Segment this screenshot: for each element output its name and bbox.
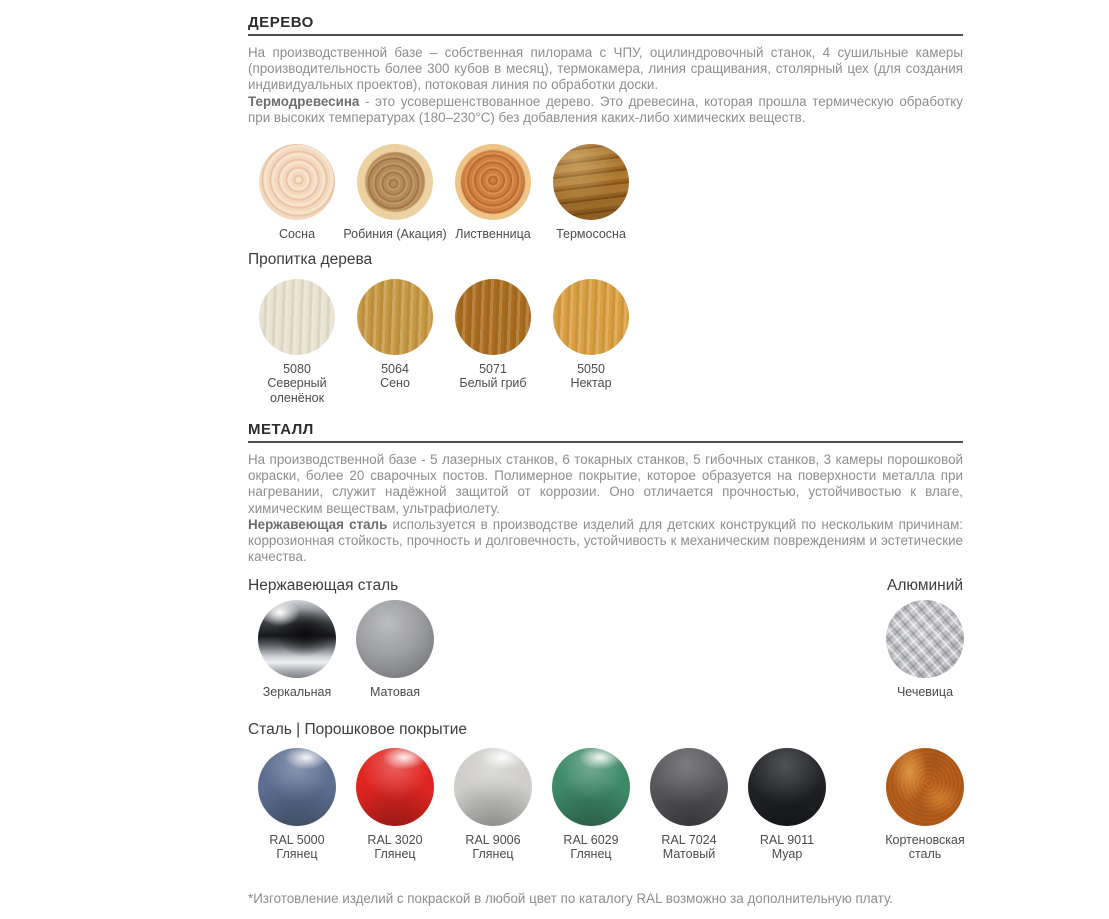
ral-6029-label bbox=[563, 833, 618, 862]
ral-5000-swatch bbox=[248, 748, 346, 862]
ral-code: RAL 9006 bbox=[465, 832, 521, 847]
powder-coating-row bbox=[248, 748, 963, 862]
wood-section bbox=[248, 14, 963, 405]
pine-swatch-image bbox=[259, 144, 335, 220]
impregnation-swatch-5050 bbox=[542, 279, 640, 406]
aluminum-swatch bbox=[876, 600, 974, 700]
color-5071-label bbox=[449, 362, 537, 391]
ral-3020-label bbox=[367, 833, 422, 862]
color-5064-label bbox=[351, 362, 439, 391]
aluminum-title-box bbox=[876, 577, 974, 595]
wood-swatch-larch bbox=[444, 144, 542, 242]
color-code: 5050 bbox=[577, 361, 605, 376]
impregnation-swatch-5071 bbox=[444, 279, 542, 406]
ral-code: RAL 6029 bbox=[563, 832, 619, 847]
ral-7024-swatch bbox=[640, 748, 738, 862]
color-name: Белый гриб bbox=[459, 376, 527, 391]
wood-swatch-thermopine bbox=[542, 144, 640, 242]
metal-paragraph-1: На производственной базе - 5 лазерных станков, 6 токарных станков, 5 гибочных станков, 3 камеры порошковой окраски, более 20 сварочных постов. Полимерное покрытие, которое образуется на поверхности металла при нагревании, служит надёжной защитой от коррозии. Оно отличается прочностью, устойчивостью к влаге, химическим веществам, ультрафиолету. bbox=[248, 452, 963, 516]
stainless-matte-swatch bbox=[346, 600, 444, 700]
corten-steel-label: Кортеновская сталь bbox=[885, 832, 965, 862]
impregnation-swatch-5080 bbox=[248, 279, 346, 406]
ral-code: RAL 7024 bbox=[661, 832, 717, 847]
corten-steel-image bbox=[886, 748, 964, 826]
ral-code: RAL 3020 bbox=[367, 832, 423, 847]
aluminum-diamond-plate-image bbox=[886, 600, 964, 678]
wood-description bbox=[248, 45, 963, 126]
ral-finish: Матовый bbox=[662, 847, 716, 862]
ral-3020-sphere-image bbox=[356, 748, 434, 826]
ral-9011-swatch bbox=[738, 748, 836, 862]
metal-description bbox=[248, 452, 963, 565]
metal-section-title: МЕТАЛЛ bbox=[248, 421, 314, 439]
mirror-steel-label: Зеркальная bbox=[262, 685, 332, 700]
ral-9006-label bbox=[465, 833, 520, 862]
metal-section bbox=[248, 421, 963, 906]
ral-code: RAL 9011 bbox=[759, 832, 815, 847]
impregnation-row bbox=[248, 279, 963, 406]
ral-footnote: *Изготовление изделий с покраской в любой цвет по каталогу RAL возможно за дополнительную плату. bbox=[248, 890, 894, 906]
color-code: 5080 bbox=[283, 361, 311, 376]
thermopine-swatch-image bbox=[553, 144, 629, 220]
wood-section-divider bbox=[248, 34, 963, 36]
thermopine-label: Термососна bbox=[556, 227, 626, 242]
powder-coating-band bbox=[248, 721, 963, 862]
stainless-text: используется в производстве изделий для детских конструкций по нескольким причинам: коррозионная стойкость, прочность и долговечность, устойчивость к механическим повреждениям и эстетические качества. bbox=[248, 516, 963, 565]
aluminum-title: Алюминий bbox=[886, 577, 964, 595]
wood-swatch-pine bbox=[248, 144, 346, 242]
ral-6029-sphere-image bbox=[552, 748, 630, 826]
color-5071-swatch bbox=[455, 279, 531, 355]
robinia-swatch-image bbox=[357, 144, 433, 220]
stainless-lead: Нержавеющая сталь bbox=[248, 516, 388, 532]
ral-3020-swatch bbox=[346, 748, 444, 862]
ral-finish: Глянец bbox=[374, 847, 416, 862]
color-code: 5071 bbox=[479, 361, 507, 376]
ral-9011-sphere-image bbox=[748, 748, 826, 826]
ral-9011-label bbox=[760, 833, 814, 862]
color-5050-label bbox=[547, 362, 635, 391]
color-name: Сено bbox=[380, 376, 410, 391]
color-name: Северный оленёнок bbox=[267, 376, 327, 405]
ral-9006-sphere-image bbox=[454, 748, 532, 826]
color-5064-swatch bbox=[357, 279, 433, 355]
metal-section-divider bbox=[248, 441, 963, 443]
impregnation-swatch-5064 bbox=[346, 279, 444, 406]
thermowood-lead: Термодревесина bbox=[248, 93, 360, 109]
thermowood-text: - это усовершенствованное дерево. Это древесина, которая прошла термическую обработку при высоких температурах (180–230°С) без добавления каких-либо химических веществ. bbox=[248, 93, 963, 125]
ral-finish: Глянец bbox=[276, 847, 318, 862]
larch-swatch-image bbox=[455, 144, 531, 220]
mirror-steel-sphere-image bbox=[258, 600, 336, 678]
ral-7024-label bbox=[661, 833, 716, 862]
ral-finish: Глянец bbox=[472, 847, 514, 862]
robinia-label: Робиния (Акация) bbox=[343, 227, 447, 242]
stainless-mirror-swatch bbox=[248, 600, 346, 700]
corten-steel-swatch bbox=[876, 748, 974, 862]
metal-paragraph-2 bbox=[248, 517, 963, 566]
ral-5000-sphere-image bbox=[258, 748, 336, 826]
larch-label: Лиственница bbox=[455, 227, 531, 242]
stainless-aluminum-titles bbox=[248, 577, 963, 595]
color-5080-swatch bbox=[259, 279, 335, 355]
wood-paragraph-1: На производственной базе – собственная пилорама с ЧПУ, оцилиндровочный станок, 4 сушильные камеры (производительность более 300 кубов в месяц), термокамера, линия сращивания, столярный цех (для создания индивидуальных проектов), потоковая линия по обработки доски. bbox=[248, 45, 963, 93]
ral-7024-sphere-image bbox=[650, 748, 728, 826]
pine-label: Сосна bbox=[278, 227, 316, 242]
color-5080-label bbox=[253, 362, 341, 406]
wood-paragraph-2 bbox=[248, 94, 963, 126]
ral-6029-swatch bbox=[542, 748, 640, 862]
stainless-title: Нержавеющая сталь bbox=[248, 577, 399, 595]
color-5050-swatch bbox=[553, 279, 629, 355]
aluminum-variant-label: Чечевица bbox=[896, 685, 954, 700]
wood-section-title: ДЕРЕВО bbox=[248, 14, 314, 31]
ral-finish: Муар bbox=[771, 847, 803, 862]
color-name: Нектар bbox=[570, 376, 612, 391]
ral-5000-label bbox=[269, 833, 324, 862]
powder-coating-title: Сталь | Порошковое покрытие bbox=[248, 720, 468, 738]
ral-9006-swatch bbox=[444, 748, 542, 862]
color-code: 5064 bbox=[381, 361, 409, 376]
matte-steel-label: Матовая bbox=[370, 685, 420, 700]
stainless-aluminum-band bbox=[248, 577, 963, 700]
impregnation-title: Пропитка дерева bbox=[248, 250, 373, 268]
matte-steel-sphere-image bbox=[356, 600, 434, 678]
content-column bbox=[248, 0, 963, 919]
wood-swatch-robinia bbox=[343, 144, 447, 242]
ral-code: RAL 5000 bbox=[269, 832, 325, 847]
wood-species-row bbox=[248, 144, 963, 242]
stainless-row bbox=[248, 600, 963, 700]
ral-finish: Глянец bbox=[570, 847, 612, 862]
